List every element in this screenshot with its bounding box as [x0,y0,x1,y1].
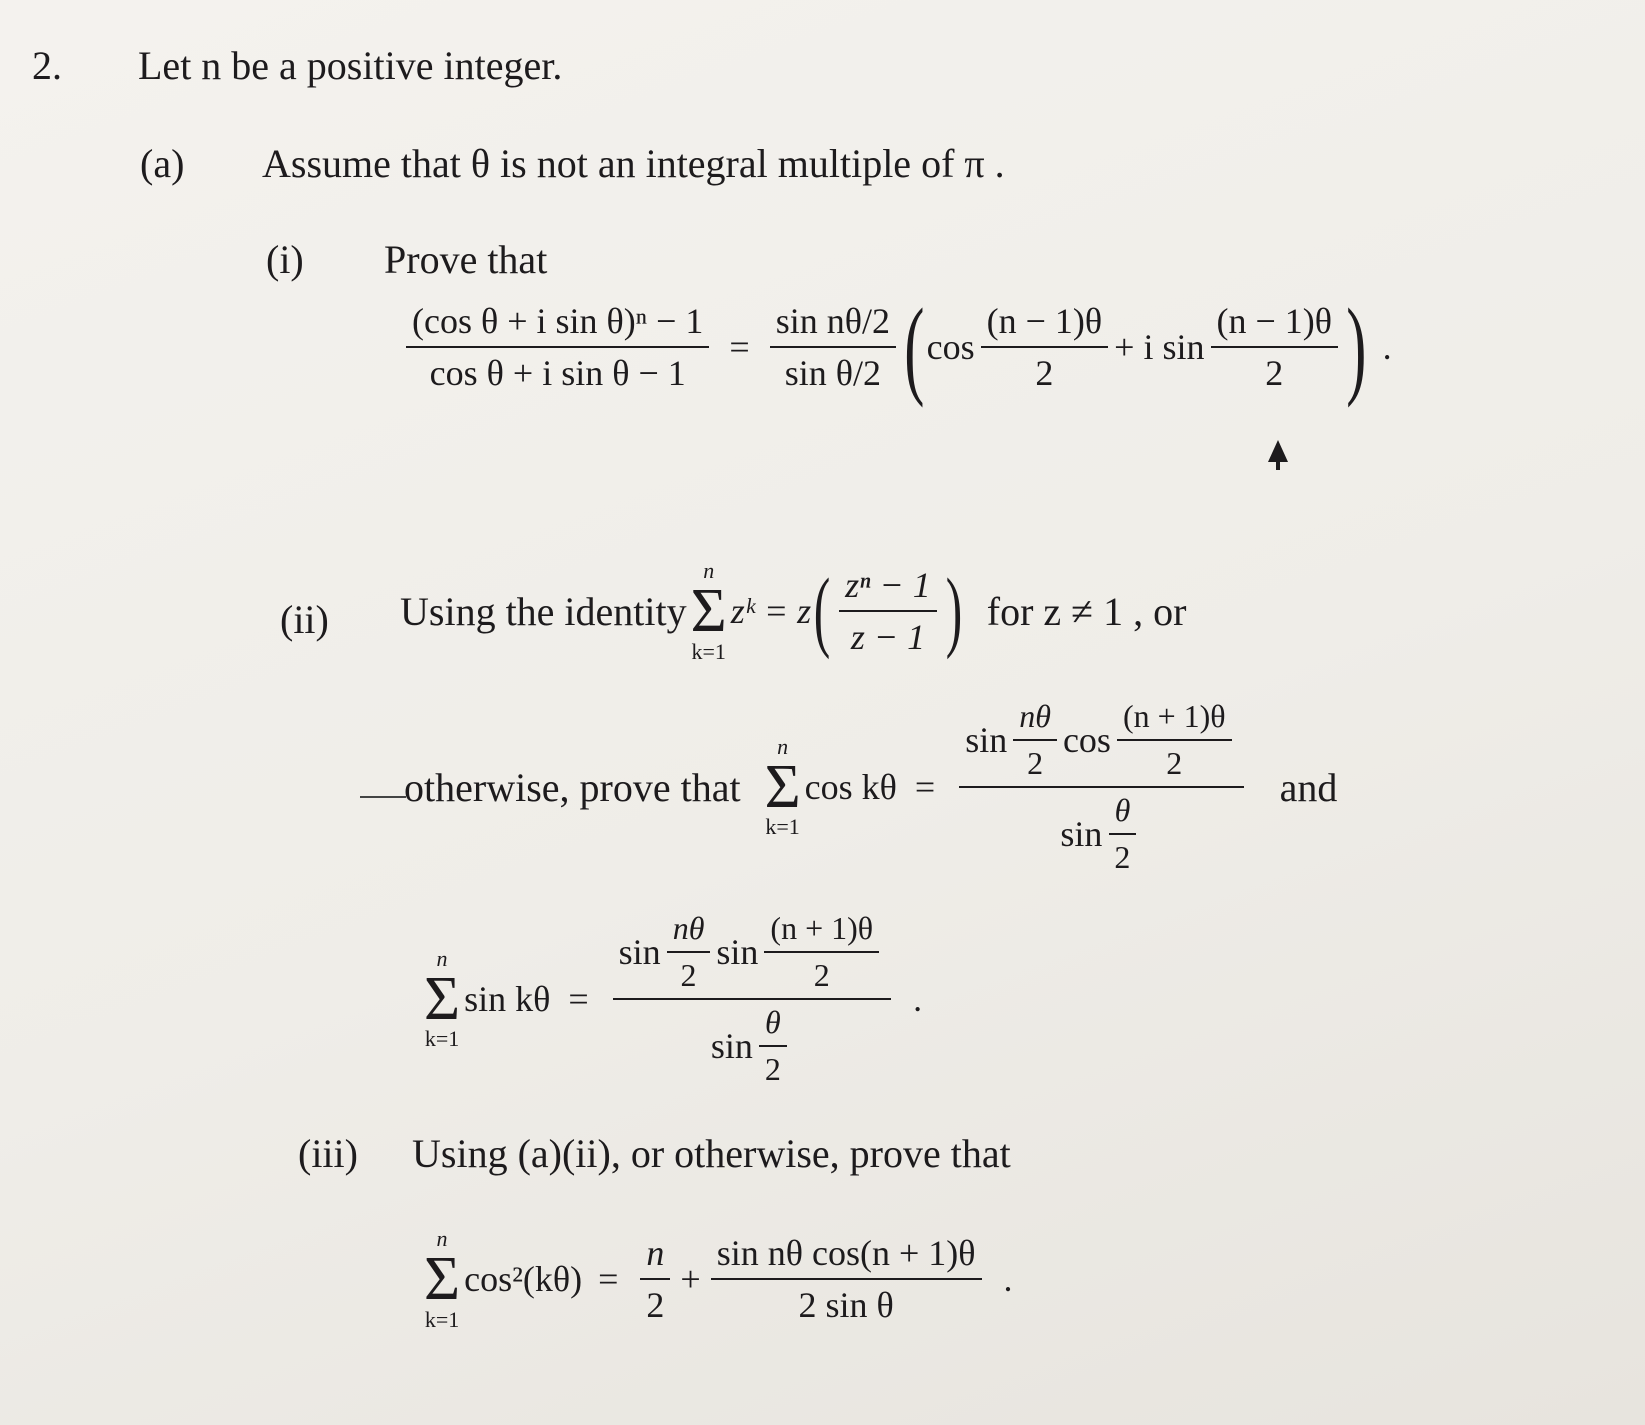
lhs-fraction [406,300,709,394]
cos-squared-term: cos²(kθ) [464,1259,583,1300]
rhs-denominator: sin θ/2 [784,353,881,393]
cos-sum-line: otherwise, prove that n Σ k=1 cos kθ = sin $\frac{n\theta}{2}$ cos $\frac{(n + 1)\theta}{2}$ sin $\frac{\theta}{2}$ and [404,698,1338,875]
sum-icon: n Σ k=1 [764,733,801,840]
sum-icon: n Σ k=1 [424,945,461,1052]
identity-line: Using the identity n Σ k=1 zᵏ = z ( $\frac{\text{zⁿ − 1}}{z - 1}$ ) for z ≠ 1 , or [400,558,1187,664]
part-i-text: Prove that [384,237,548,282]
paren-cos: cos [926,327,975,367]
n-over-2: $\frac{n}{2}$ [640,1232,670,1326]
rhs-numerator: sin nθ/2 [770,300,896,348]
lhs-denominator: cos θ + i sin θ − 1 [429,353,686,393]
part-a-label: (a) [140,141,185,186]
question-number: 2. [32,43,62,88]
identity-denominator: z − 1 [850,617,926,658]
sin-sum-period: . [913,979,923,1019]
and-text: and [1279,764,1338,810]
cos-squared-line: n Σ k=1 cos²(kθ) = $\frac{n}{2}$ + $\frac{\text{sin nθ cos(n + 1)θ}}{\text{2 sin θ}}$ . [424,1226,1013,1332]
sum-icon: n Σ k=1 [690,558,727,664]
right-paren: ) [1346,286,1367,408]
sin-arg-fraction [1211,300,1339,394]
rhs-fraction [770,300,896,394]
sin-arg-denominator: 2 [1265,353,1284,393]
question-text: Let n be a positive integer. [138,43,563,88]
zk-term: zᵏ = z [730,591,812,632]
mouse-cursor-icon [1268,440,1288,462]
cos-arg-numerator: (n − 1)θ [981,300,1109,348]
lhs-numerator: (cos θ + i sin θ)ⁿ − 1 [406,300,709,348]
stray-mark [360,796,406,798]
part-i-label: (i) [266,237,304,282]
left-paren: ( [904,286,925,408]
cos-sum-term: cos kθ [804,767,897,807]
part-iii-label: (iii) [298,1131,358,1176]
plus-isin: + i sin [1114,327,1205,367]
identity-condition: for z ≠ 1 , or [986,588,1187,634]
sin-arg-numerator: (n − 1)θ [1211,300,1339,348]
cos-squared-period: . [1003,1259,1013,1300]
cos-arg-denominator: 2 [1035,353,1054,393]
identity-fraction [839,564,937,658]
part-a-text: Assume that θ is not an integral multiple of π . [262,141,1005,186]
equation-i-period: . [1382,327,1392,367]
cos-squared-fraction: $\frac{\text{sin nθ cos(n + 1)θ}}{\text{2 sin θ}}$ [711,1232,982,1326]
equals-sign: = [729,327,750,367]
otherwise-text: otherwise, prove that [404,764,741,810]
part-ii-label: (ii) [280,597,329,642]
sin-sum-fraction: sin $\frac{n\theta}{2}$ sin $\frac{(n + 1)\theta}{2}$ sin $\frac{\theta}{2}$ [613,910,891,1088]
sin-sum-term: sin kθ [464,979,551,1019]
equation-i [400,286,1392,408]
sin-sum-line: n Σ k=1 sin kθ = sin $\frac{n\theta}{2}$ sin $\frac{(n + 1)\theta}{2}$ sin $\frac{\theta}{2}$ . [424,910,923,1087]
part-iii-text: Using (a)(ii), or otherwise, prove that [412,1131,1011,1176]
part-ii-text: Using the identity [400,588,687,634]
cos-arg-fraction [981,300,1109,394]
identity-numerator: zⁿ − 1 [839,564,937,612]
cos-sum-fraction: sin $\frac{n\theta}{2}$ cos $\frac{(n + 1)\theta}{2}$ sin $\frac{\theta}{2}$ [959,698,1243,876]
sum-icon: n Σ k=1 [424,1226,461,1332]
